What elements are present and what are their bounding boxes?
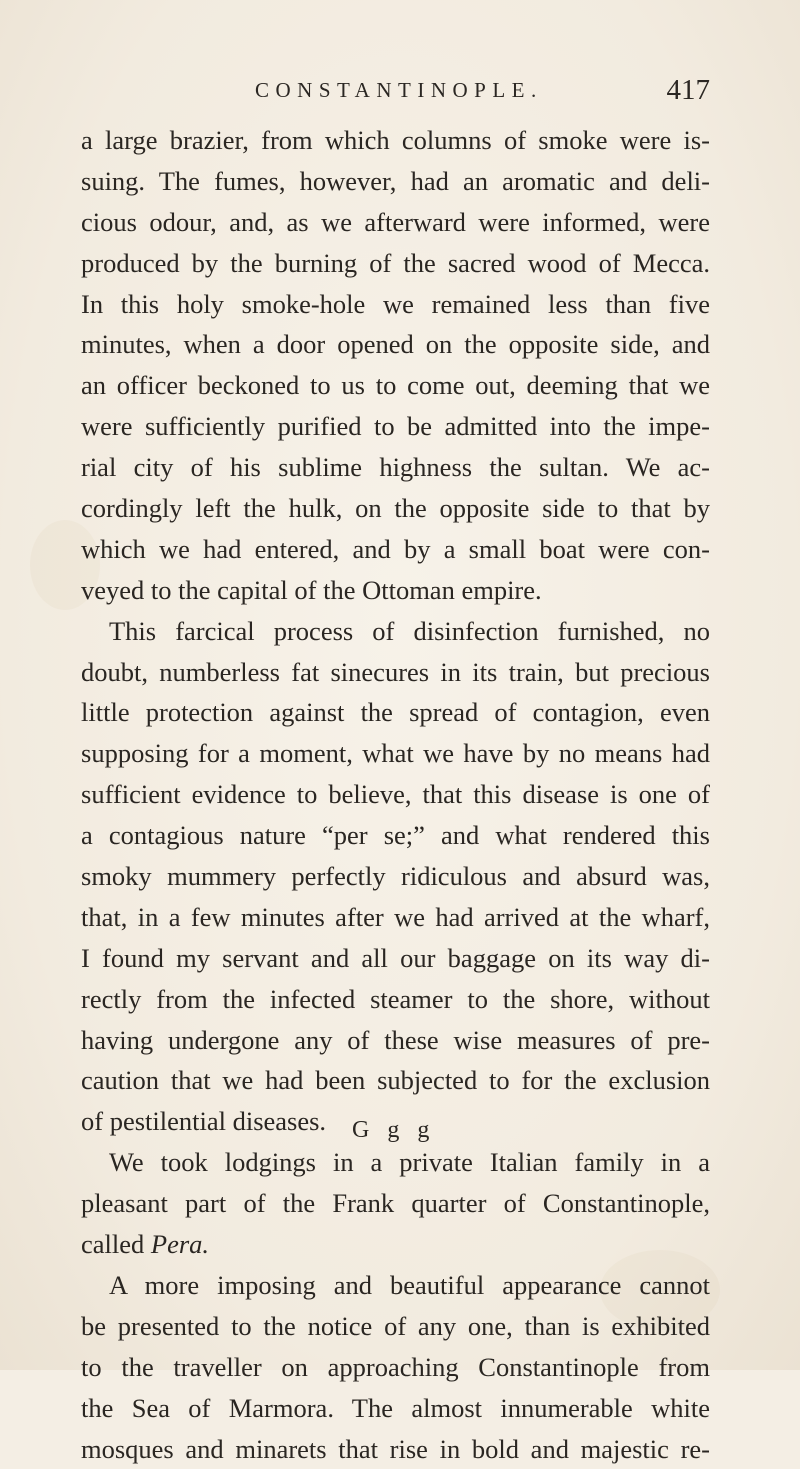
text-line: smoky mummery perfectly ridiculous and absurd was, bbox=[81, 856, 710, 897]
text-line: This farcical process of disinfection furnished, no bbox=[81, 611, 710, 652]
text-line: rial city of his sublime highness the sultan. We ac- bbox=[81, 447, 710, 488]
text-line: were sufficiently purified to be admitted into the impe- bbox=[81, 406, 710, 447]
text-line-called bbox=[81, 1224, 710, 1265]
page-header bbox=[255, 74, 710, 110]
place-name-pera: Pera. bbox=[151, 1224, 209, 1265]
text-line: be presented to the notice of any one, than is exhibited bbox=[81, 1306, 710, 1347]
text-line: a contagious nature “per se;” and what rendered this bbox=[81, 815, 710, 856]
text-line: rectly from the infected steamer to the shore, without bbox=[81, 979, 710, 1020]
text-line: produced by the burning of the sacred wood of Mecca. bbox=[81, 243, 710, 284]
called-prefix: called bbox=[81, 1224, 151, 1265]
page-number: 417 bbox=[667, 74, 711, 107]
text-line: We took lodgings in a private Italian family in a bbox=[81, 1142, 710, 1183]
text-line: suing. The fumes, however, had an aromatic and deli- bbox=[81, 161, 710, 202]
text-line: I found my servant and all our baggage on its way di- bbox=[81, 938, 710, 979]
text-line: minutes, when a door opened on the opposite side, and bbox=[81, 324, 710, 365]
text-line: caution that we had been subjected to for the exclusion bbox=[81, 1060, 710, 1101]
text-line: the Sea of Marmora. The almost innumerable white bbox=[81, 1388, 710, 1429]
text-line: cordingly left the hulk, on the opposite side to that by bbox=[81, 488, 710, 529]
text-line: which we had entered, and by a small boat were con- bbox=[81, 529, 710, 570]
text-line: pleasant part of the Frank quarter of Constantinople, bbox=[81, 1183, 710, 1224]
text-line: little protection against the spread of contagion, even bbox=[81, 692, 710, 733]
text-line: A more imposing and beautiful appearance cannot bbox=[81, 1265, 710, 1306]
text-line: of pestilential diseases. bbox=[81, 1101, 710, 1142]
text-line: In this holy smoke-hole we remained less than five bbox=[81, 284, 710, 325]
text-line: supposing for a moment, what we have by no means had bbox=[81, 733, 710, 774]
text-line: having undergone any of these wise measures of pre- bbox=[81, 1020, 710, 1061]
text-line: veyed to the capital of the Ottoman empire. bbox=[81, 570, 710, 611]
text-line: cious odour, and, as we afterward were informed, were bbox=[81, 202, 710, 243]
text-line: a large brazier, from which columns of smoke were is- bbox=[81, 120, 710, 161]
text-line: doubt, numberless fat sinecures in its train, but precious bbox=[81, 652, 710, 693]
text-line: mosques and minarets that rise in bold and majestic re- bbox=[81, 1429, 710, 1469]
text-line: to the traveller on approaching Constantinople from bbox=[81, 1347, 710, 1388]
signature-mark: G g g bbox=[352, 1117, 435, 1144]
running-head: CONSTANTINOPLE. bbox=[255, 78, 543, 103]
body-text bbox=[81, 120, 710, 1469]
text-line: an officer beckoned to us to come out, deeming that we bbox=[81, 365, 710, 406]
text-line: sufficient evidence to believe, that this disease is one of bbox=[81, 774, 710, 815]
text-line: that, in a few minutes after we had arrived at the wharf, bbox=[81, 897, 710, 938]
